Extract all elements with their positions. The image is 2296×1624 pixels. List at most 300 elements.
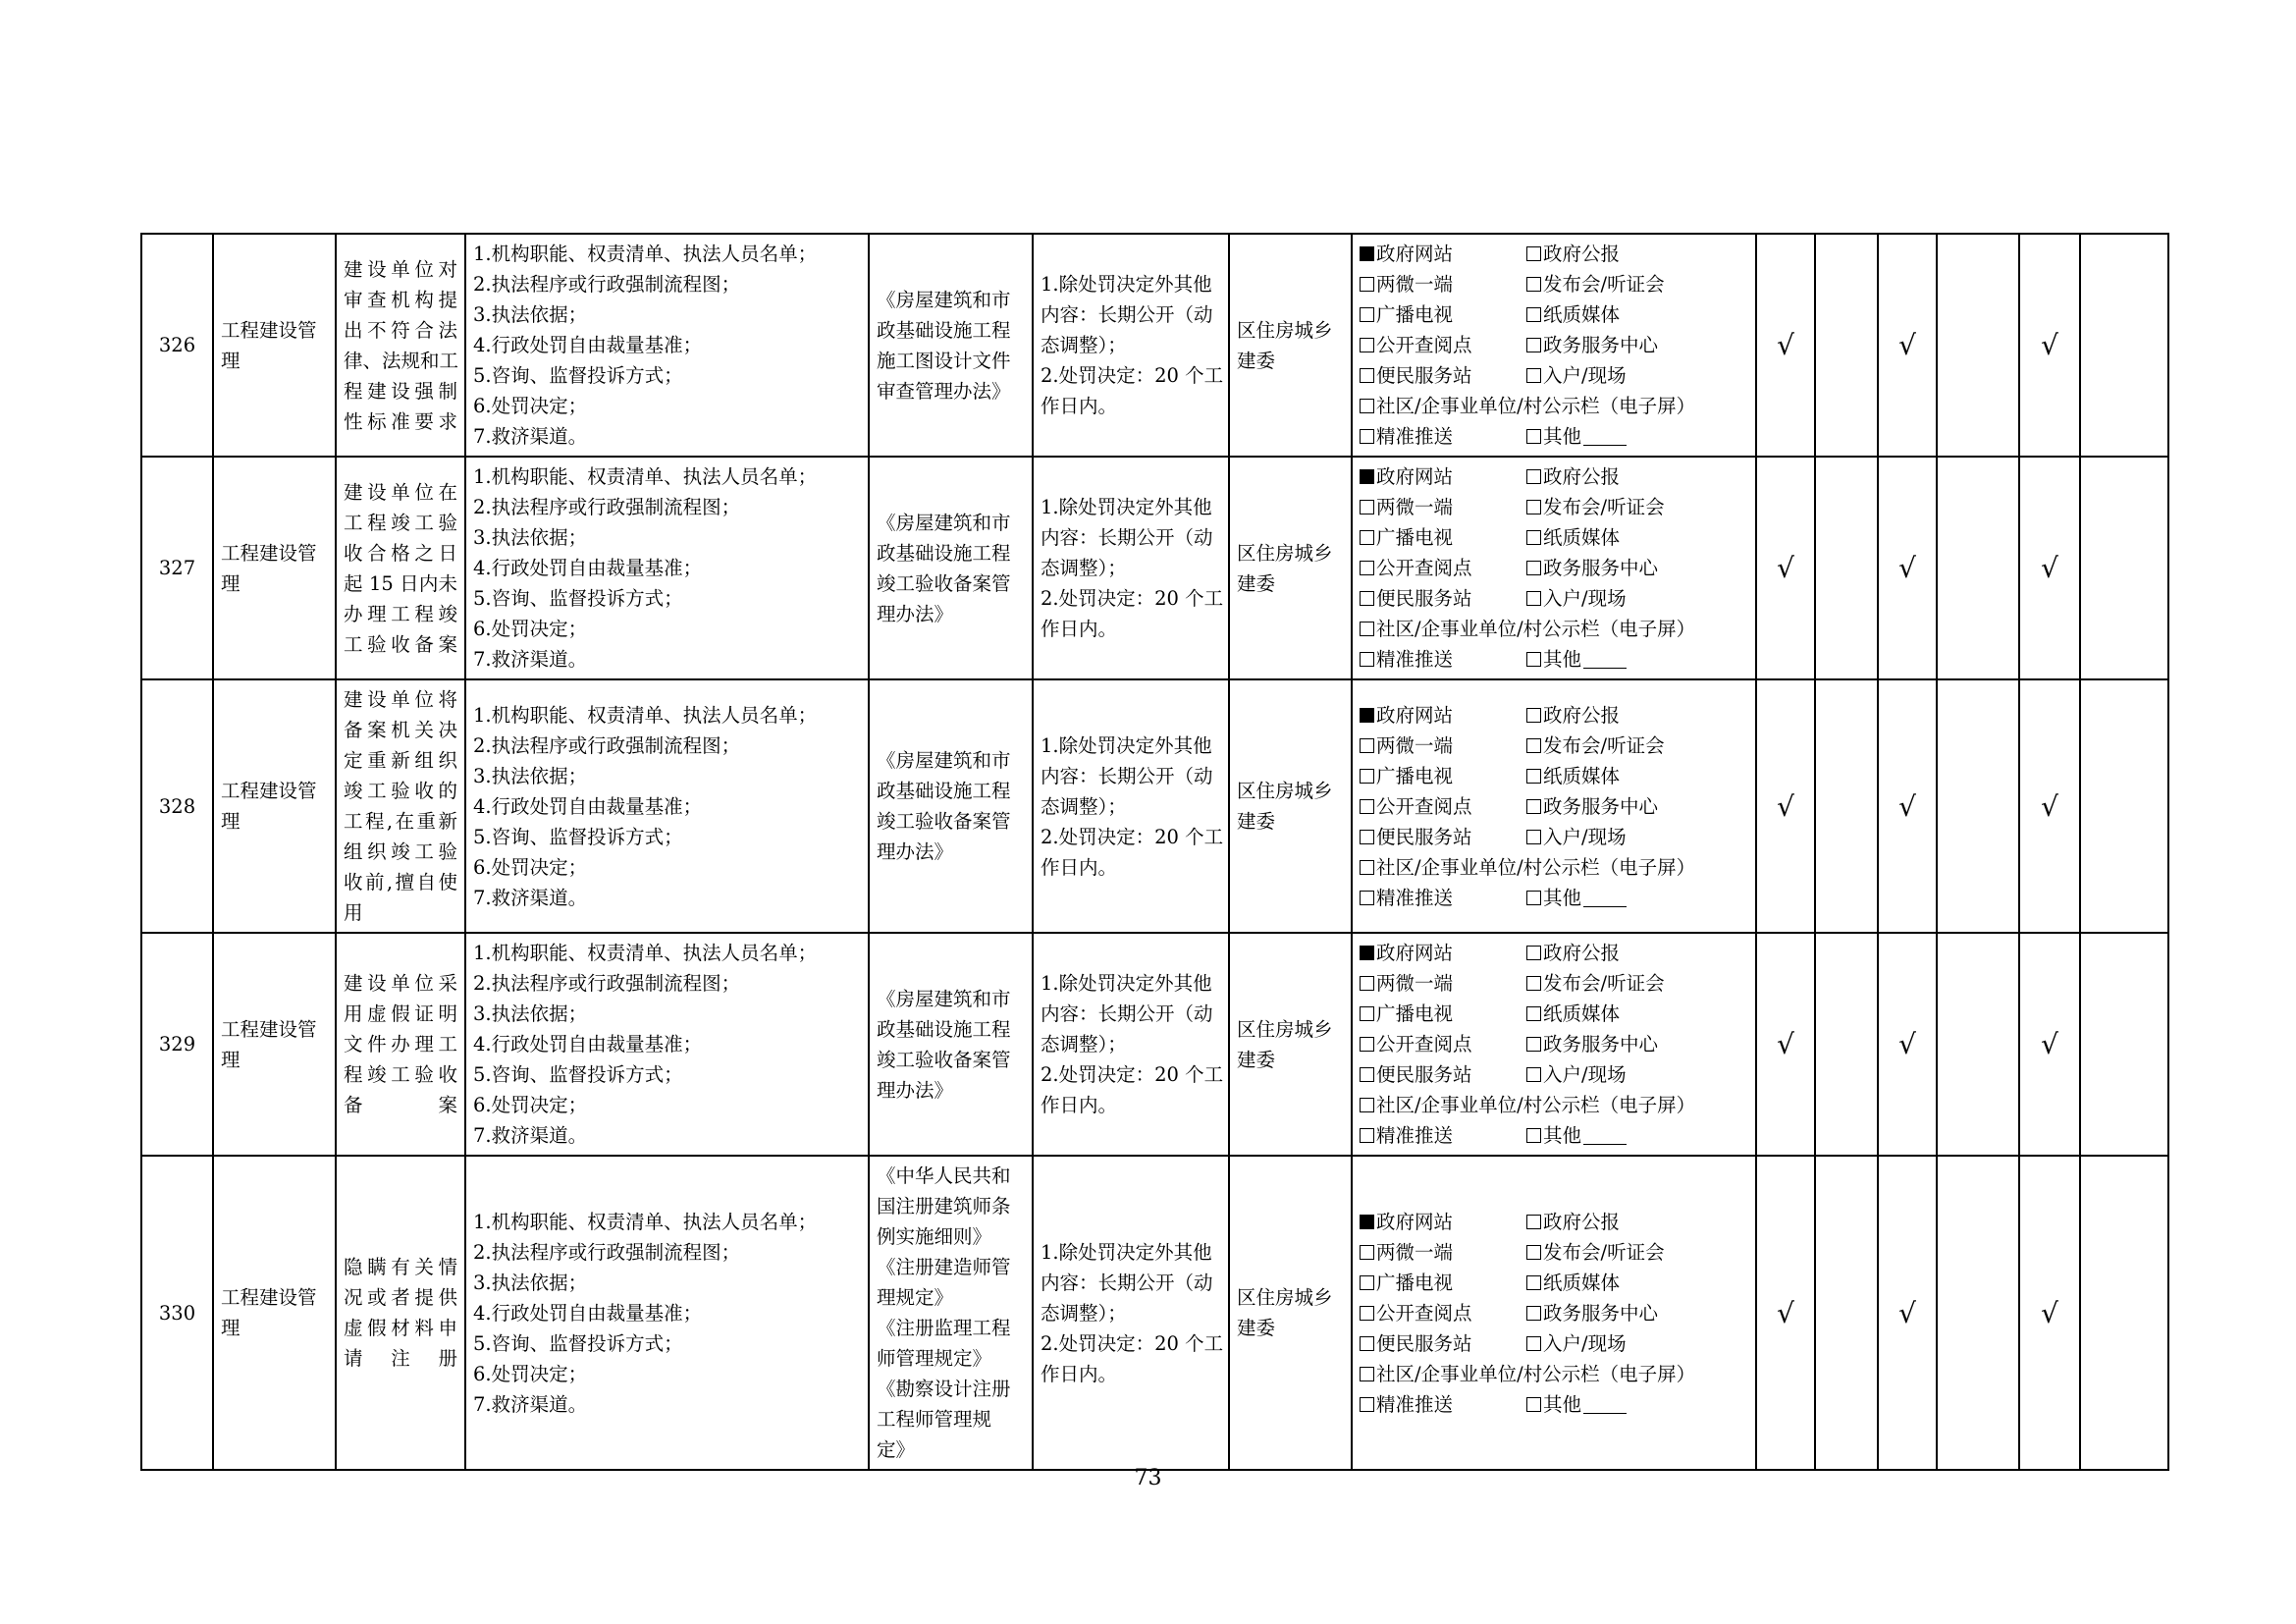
channel-row <box>1360 761 1748 791</box>
channel-option <box>1360 1120 1526 1151</box>
timing-line: 态调整）； <box>1041 1301 1127 1325</box>
subject-line: 程建设强制 <box>344 379 457 403</box>
channel-label: 发布会/听证会 <box>1543 1240 1665 1264</box>
checkbox-icon <box>1526 530 1541 545</box>
channel-row <box>1360 1389 1748 1420</box>
checkbox-icon <box>1360 399 1374 413</box>
content-line: 4.行政处罚自由裁量基准； <box>473 1301 703 1325</box>
checkbox-icon <box>1360 561 1374 575</box>
channel-option <box>1526 1328 1627 1359</box>
check-cell <box>2080 1156 2168 1470</box>
category-line: 理 <box>221 349 240 372</box>
timing-line: 内容：长期公开（动 <box>1041 764 1213 787</box>
channel-option <box>1526 421 1627 452</box>
checkbox-icon <box>1360 891 1374 905</box>
timing-line: 作日内。 <box>1041 1094 1118 1116</box>
subject-line: 律、法规和工 <box>344 349 459 372</box>
org-line: 建委 <box>1237 1048 1276 1071</box>
channel-label: 精准推送 <box>1376 648 1454 671</box>
checkbox-icon <box>1526 976 1541 991</box>
channel-row <box>1360 239 1748 269</box>
checkbox-icon <box>1360 1037 1374 1052</box>
channel-option <box>1360 968 1526 999</box>
checkbox-icon <box>1526 946 1541 960</box>
channel-row <box>1360 583 1748 614</box>
channel-label: 广播电视 <box>1376 303 1454 326</box>
basis-line: 工程师管理规 <box>877 1408 992 1431</box>
channel-row <box>1360 938 1748 968</box>
content-line: 4.行政处罚自由裁量基准； <box>473 557 703 579</box>
check-cell <box>1815 1156 1878 1470</box>
content-line: 5.咨询、监督投诉方式； <box>473 825 683 848</box>
checkbox-icon <box>1526 652 1541 667</box>
channel-label: 政府公报 <box>1543 942 1621 964</box>
basis-line: 《房屋建筑和市 <box>877 749 1011 772</box>
channel-label: 政府网站 <box>1376 465 1454 488</box>
timing-line: 内容：长期公开（动 <box>1041 1002 1213 1025</box>
category-line: 工程建设管 <box>221 1017 317 1041</box>
checkbox-icon <box>1360 500 1374 514</box>
checkbox-icon <box>1526 1037 1541 1052</box>
channel-label: 精准推送 <box>1376 425 1454 448</box>
channel-label: 政务服务中心 <box>1543 794 1659 818</box>
channel-row <box>1360 1029 1748 1059</box>
category-cell <box>213 679 336 933</box>
channel-row <box>1360 391 1748 421</box>
timing-line: 2.处罚决定：20 个工 <box>1041 825 1224 848</box>
check-cell <box>2080 933 2168 1156</box>
channels-cell <box>1352 679 1756 933</box>
content-line: 6.处罚决定； <box>473 618 588 640</box>
channel-label: 其他 <box>1543 1392 1582 1416</box>
content-line: 7.救济渠道。 <box>473 1124 588 1147</box>
channel-option <box>1360 1207 1526 1237</box>
checkbox-icon <box>1360 338 1374 352</box>
channel-label: 其他 <box>1543 425 1582 448</box>
basis-cell <box>869 457 1033 679</box>
basis-line: 《注册建造师管 <box>877 1256 1011 1278</box>
checkbox-icon <box>1360 530 1374 545</box>
check-cell <box>1937 679 2019 933</box>
channel-label: 公开查阅点 <box>1376 334 1472 356</box>
content-line: 2.执法程序或行政强制流程图； <box>473 273 741 296</box>
channel-label: 发布会/听证会 <box>1543 972 1665 995</box>
checkbox-icon <box>1526 830 1541 844</box>
channel-option <box>1360 391 1695 421</box>
channel-label: 政府网站 <box>1376 243 1454 265</box>
channel-option <box>1526 968 1665 999</box>
channel-row <box>1360 999 1748 1029</box>
checkbox-icon <box>1526 591 1541 606</box>
channel-option <box>1360 330 1526 360</box>
timing-line: 态调整）； <box>1041 1033 1127 1056</box>
channel-option <box>1526 1298 1658 1328</box>
basis-line: 政基础设施工程 <box>877 1017 1011 1041</box>
channel-row <box>1360 852 1748 883</box>
checkbox-icon <box>1360 429 1374 444</box>
basis-line: 政基础设施工程 <box>877 541 1011 565</box>
basis-line: 《勘察设计注册 <box>877 1378 1011 1400</box>
category-cell <box>213 1156 336 1470</box>
timing-cell <box>1033 1156 1229 1470</box>
channel-label: 两微一端 <box>1376 1240 1454 1264</box>
basis-line: 《房屋建筑和市 <box>877 288 1011 311</box>
category-line: 工程建设管 <box>221 1286 317 1309</box>
category-line: 理 <box>221 810 240 833</box>
basis-line: 例实施细则》 <box>877 1225 992 1248</box>
channel-option <box>1360 999 1526 1029</box>
subject-cell <box>336 1156 465 1470</box>
subject-line: 定重新组织 <box>344 749 457 772</box>
channel-row <box>1360 1359 1748 1389</box>
channel-label: 发布会/听证会 <box>1543 733 1665 757</box>
content-line: 6.处罚决定； <box>473 395 588 417</box>
checkbox-icon <box>1360 860 1374 875</box>
channel-row <box>1360 731 1748 761</box>
content-line: 2.执法程序或行政强制流程图； <box>473 972 741 995</box>
timing-line: 内容：长期公开（动 <box>1041 1271 1213 1294</box>
content-line: 3.执法依据； <box>473 303 588 326</box>
channel-option <box>1526 522 1620 553</box>
content-line: 1.机构职能、权责清单、执法人员名单； <box>473 942 818 964</box>
category-cell <box>213 234 336 457</box>
row-number-cell: 328 <box>141 679 213 933</box>
checkbox-icon <box>1526 1275 1541 1290</box>
channel-label: 社区/企事业单位/村公示栏（电子屏） <box>1376 395 1696 417</box>
channel-label: 公开查阅点 <box>1376 557 1472 579</box>
check-cell: √ <box>2019 234 2080 457</box>
checkbox-icon <box>1526 338 1541 352</box>
check-cell: √ <box>2019 933 2080 1156</box>
org-line: 区住房城乡 <box>1237 1286 1333 1309</box>
timing-line: 内容：长期公开（动 <box>1041 526 1213 549</box>
timing-line: 1.除处罚决定外其他 <box>1041 972 1212 995</box>
channel-option <box>1360 583 1526 614</box>
check-cell <box>2080 234 2168 457</box>
checkbox-icon <box>1526 368 1541 383</box>
checkbox-icon <box>1360 1367 1374 1381</box>
subject-line: 办理工程竣 <box>344 602 457 625</box>
subject-cell <box>336 457 465 679</box>
checkbox-icon <box>1360 799 1374 814</box>
basis-cell <box>869 234 1033 457</box>
org-line: 区住房城乡 <box>1237 780 1333 802</box>
timing-line: 1.除处罚决定外其他 <box>1041 496 1212 518</box>
channel-row <box>1360 700 1748 731</box>
channel-label: 精准推送 <box>1376 886 1454 909</box>
category-line: 理 <box>221 571 240 595</box>
checkbox-icon <box>1526 1397 1541 1412</box>
fill-in-blank <box>1583 427 1627 446</box>
org-line: 建委 <box>1237 810 1276 833</box>
check-cell <box>1815 457 1878 679</box>
channel-row <box>1360 1059 1748 1090</box>
channel-option <box>1526 761 1620 791</box>
content-cell <box>465 457 869 679</box>
content-line: 5.咨询、监督投诉方式； <box>473 1063 683 1086</box>
check-cell: √ <box>1878 1156 1937 1470</box>
basis-line: 政基础设施工程 <box>877 318 1011 342</box>
subject-line: 请注册 <box>344 1347 457 1370</box>
subject-line: 程竣工验收 <box>344 1063 457 1086</box>
content-line: 1.机构职能、权责清单、执法人员名单； <box>473 703 818 727</box>
channel-option <box>1526 1059 1627 1090</box>
org-line: 建委 <box>1237 571 1276 595</box>
category-line: 工程建设管 <box>221 780 317 802</box>
content-line: 6.处罚决定； <box>473 1094 588 1116</box>
timing-line: 作日内。 <box>1041 395 1118 417</box>
channel-option <box>1360 644 1526 675</box>
checkbox-icon <box>1360 1306 1374 1321</box>
channel-option <box>1360 492 1526 522</box>
channel-label: 广播电视 <box>1376 764 1454 787</box>
channel-option <box>1526 1029 1658 1059</box>
basis-line: 竣工验收备案管 <box>877 1048 1011 1071</box>
channel-label: 便民服务站 <box>1376 825 1472 848</box>
channel-option <box>1360 1389 1526 1420</box>
checkbox-icon <box>1360 1275 1374 1290</box>
category-cell <box>213 933 336 1156</box>
channel-label: 纸质媒体 <box>1543 1271 1621 1294</box>
checkbox-icon <box>1526 799 1541 814</box>
subject-line: 收合格之日 <box>344 541 457 565</box>
channel-option <box>1526 299 1620 330</box>
checkbox-icon <box>1360 591 1374 606</box>
checkbox-icon <box>1360 976 1374 991</box>
subject-line: 工验收备案 <box>344 632 457 656</box>
basis-line: 《中华人民共和 <box>877 1164 1011 1187</box>
content-line: 3.执法依据； <box>473 1271 588 1294</box>
category-line: 工程建设管 <box>221 318 317 342</box>
table-row <box>141 457 2168 679</box>
channel-row <box>1360 461 1748 492</box>
org-line: 区住房城乡 <box>1237 541 1333 565</box>
check-cell <box>1937 457 2019 679</box>
channel-option <box>1526 822 1627 852</box>
check-cell <box>1815 234 1878 457</box>
channel-option <box>1360 731 1526 761</box>
check-cell <box>1937 933 2019 1156</box>
checkbox-icon <box>1526 307 1541 322</box>
timing-line: 态调整）； <box>1041 334 1127 356</box>
disclosure-table <box>140 233 2169 1471</box>
channel-option <box>1526 583 1627 614</box>
basis-line: 竣工验收备案管 <box>877 810 1011 833</box>
channel-option <box>1526 1120 1627 1151</box>
channel-label: 公开查阅点 <box>1376 1033 1472 1056</box>
channel-option <box>1360 269 1526 299</box>
timing-cell <box>1033 457 1229 679</box>
basis-line: 理规定》 <box>877 1286 954 1309</box>
channel-label: 其他 <box>1543 886 1582 909</box>
checked-box-icon <box>1360 246 1374 261</box>
check-cell <box>1815 679 1878 933</box>
channel-option <box>1526 644 1627 675</box>
channel-option <box>1526 883 1627 913</box>
channel-row <box>1360 644 1748 675</box>
content-cell <box>465 679 869 933</box>
channel-label: 公开查阅点 <box>1376 794 1472 818</box>
channel-option <box>1360 1328 1526 1359</box>
channel-row <box>1360 360 1748 391</box>
channel-label: 便民服务站 <box>1376 1063 1472 1086</box>
channel-label: 两微一端 <box>1376 733 1454 757</box>
channels-cell <box>1352 457 1756 679</box>
channel-label: 社区/企事业单位/村公示栏（电子屏） <box>1376 1094 1696 1116</box>
channel-label: 纸质媒体 <box>1543 303 1621 326</box>
content-line: 7.救济渠道。 <box>473 1392 588 1416</box>
subject-line: 性标准要求 <box>344 409 457 433</box>
channel-option <box>1526 1389 1627 1420</box>
content-line: 7.救济渠道。 <box>473 425 588 448</box>
channel-row <box>1360 1298 1748 1328</box>
content-line: 5.咨询、监督投诉方式； <box>473 1331 683 1355</box>
channel-label: 社区/企事业单位/村公示栏（电子屏） <box>1376 855 1696 879</box>
basis-line: 师管理规定》 <box>877 1347 992 1370</box>
channel-row <box>1360 269 1748 299</box>
channel-option <box>1526 1207 1620 1237</box>
check-cell: √ <box>1878 933 1937 1156</box>
check-cell: √ <box>2019 679 2080 933</box>
channel-row <box>1360 614 1748 644</box>
channels-cell <box>1352 933 1756 1156</box>
table-row <box>141 234 2168 457</box>
channel-label: 纸质媒体 <box>1543 526 1621 549</box>
checked-box-icon <box>1360 708 1374 723</box>
content-line: 7.救济渠道。 <box>473 886 588 909</box>
channels-cell <box>1352 234 1756 457</box>
fill-in-blank <box>1583 650 1627 669</box>
timing-cell <box>1033 234 1229 457</box>
timing-line: 态调整）； <box>1041 794 1127 818</box>
checkbox-icon <box>1360 307 1374 322</box>
subject-line: 用 <box>344 901 363 924</box>
basis-line: 理办法》 <box>877 1078 954 1102</box>
channel-row <box>1360 1207 1748 1237</box>
channel-option <box>1360 822 1526 852</box>
content-line: 7.救济渠道。 <box>473 648 588 671</box>
content-cell <box>465 234 869 457</box>
basis-cell <box>869 679 1033 933</box>
checkbox-icon <box>1360 1397 1374 1412</box>
channel-label: 两微一端 <box>1376 273 1454 296</box>
basis-line: 定》 <box>877 1438 916 1461</box>
content-line: 3.执法依据； <box>473 1002 588 1025</box>
checkbox-icon <box>1526 429 1541 444</box>
subject-line: 出不符合法 <box>344 318 457 342</box>
fill-in-blank <box>1583 1126 1627 1145</box>
check-cell: √ <box>2019 457 2080 679</box>
subject-line: 隐瞒有关情 <box>344 1256 457 1278</box>
category-line: 理 <box>221 1317 240 1339</box>
subject-line: 建设单位对 <box>344 257 457 281</box>
checkbox-icon <box>1526 246 1541 261</box>
channel-label: 政府公报 <box>1543 243 1621 265</box>
channel-label: 入户/现场 <box>1543 825 1627 848</box>
table-row <box>141 679 2168 933</box>
channel-row <box>1360 1120 1748 1151</box>
subject-cell <box>336 933 465 1156</box>
channel-option <box>1360 553 1526 583</box>
basis-line: 《注册监理工程 <box>877 1317 1011 1339</box>
channel-option <box>1526 700 1620 731</box>
subject-line: 审查机构提 <box>344 288 457 311</box>
content-line: 2.执法程序或行政强制流程图； <box>473 1240 741 1264</box>
timing-line: 内容：长期公开（动 <box>1041 303 1213 326</box>
timing-line: 作日内。 <box>1041 855 1118 879</box>
channel-label: 广播电视 <box>1376 1002 1454 1025</box>
checked-box-icon <box>1360 469 1374 484</box>
channel-row <box>1360 1237 1748 1268</box>
content-line: 4.行政处罚自由裁量基准； <box>473 794 703 818</box>
channel-row <box>1360 299 1748 330</box>
checked-box-icon <box>1360 946 1374 960</box>
channel-option <box>1360 938 1526 968</box>
checkbox-icon <box>1526 1006 1541 1021</box>
subject-line: 工程,在重新 <box>344 810 457 833</box>
timing-line: 2.处罚决定：20 个工 <box>1041 364 1224 387</box>
channel-label: 纸质媒体 <box>1543 1002 1621 1025</box>
org-cell <box>1229 679 1352 933</box>
timing-line: 1.除处罚决定外其他 <box>1041 733 1212 757</box>
content-line: 3.执法依据； <box>473 526 588 549</box>
fill-in-blank <box>1583 1395 1627 1414</box>
checkbox-icon <box>1526 1306 1541 1321</box>
checkbox-icon <box>1360 1245 1374 1260</box>
row-number-cell: 329 <box>141 933 213 1156</box>
channel-option <box>1526 731 1665 761</box>
basis-line: 审查管理办法》 <box>877 379 1011 403</box>
channel-label: 公开查阅点 <box>1376 1301 1472 1325</box>
channel-label: 精准推送 <box>1376 1124 1454 1147</box>
channel-label: 政务服务中心 <box>1543 334 1659 356</box>
channel-option <box>1526 999 1620 1029</box>
check-cell: √ <box>1878 234 1937 457</box>
check-cell <box>1937 1156 2019 1470</box>
check-cell: √ <box>1756 234 1815 457</box>
channel-label: 精准推送 <box>1376 1392 1454 1416</box>
row-number-cell: 327 <box>141 457 213 679</box>
checkbox-icon <box>1360 652 1374 667</box>
channel-row <box>1360 1268 1748 1298</box>
subject-line: 起 15 日内未 <box>344 571 457 595</box>
channel-label: 入户/现场 <box>1543 364 1627 387</box>
timing-line: 作日内。 <box>1041 618 1118 640</box>
checkbox-icon <box>1526 738 1541 753</box>
timing-line: 作日内。 <box>1041 1362 1118 1385</box>
timing-line: 2.处罚决定：20 个工 <box>1041 1331 1224 1355</box>
basis-line: 竣工验收备案管 <box>877 571 1011 595</box>
subject-line: 收前,擅自使 <box>344 871 457 893</box>
basis-line: 政基础设施工程 <box>877 780 1011 802</box>
channel-option <box>1360 421 1526 452</box>
channel-option <box>1360 791 1526 822</box>
channel-option <box>1360 299 1526 330</box>
channel-option <box>1526 553 1658 583</box>
org-cell <box>1229 1156 1352 1470</box>
checkbox-icon <box>1360 769 1374 784</box>
basis-line: 国注册建筑师条 <box>877 1195 1011 1218</box>
channel-label: 其他 <box>1543 648 1582 671</box>
channel-option <box>1526 239 1620 269</box>
channel-option <box>1360 614 1695 644</box>
channel-label: 政府公报 <box>1543 465 1621 488</box>
category-cell <box>213 457 336 679</box>
channel-option <box>1360 239 1526 269</box>
checkbox-icon <box>1360 830 1374 844</box>
channel-option <box>1360 1237 1526 1268</box>
basis-line: 《房屋建筑和市 <box>877 987 1011 1010</box>
